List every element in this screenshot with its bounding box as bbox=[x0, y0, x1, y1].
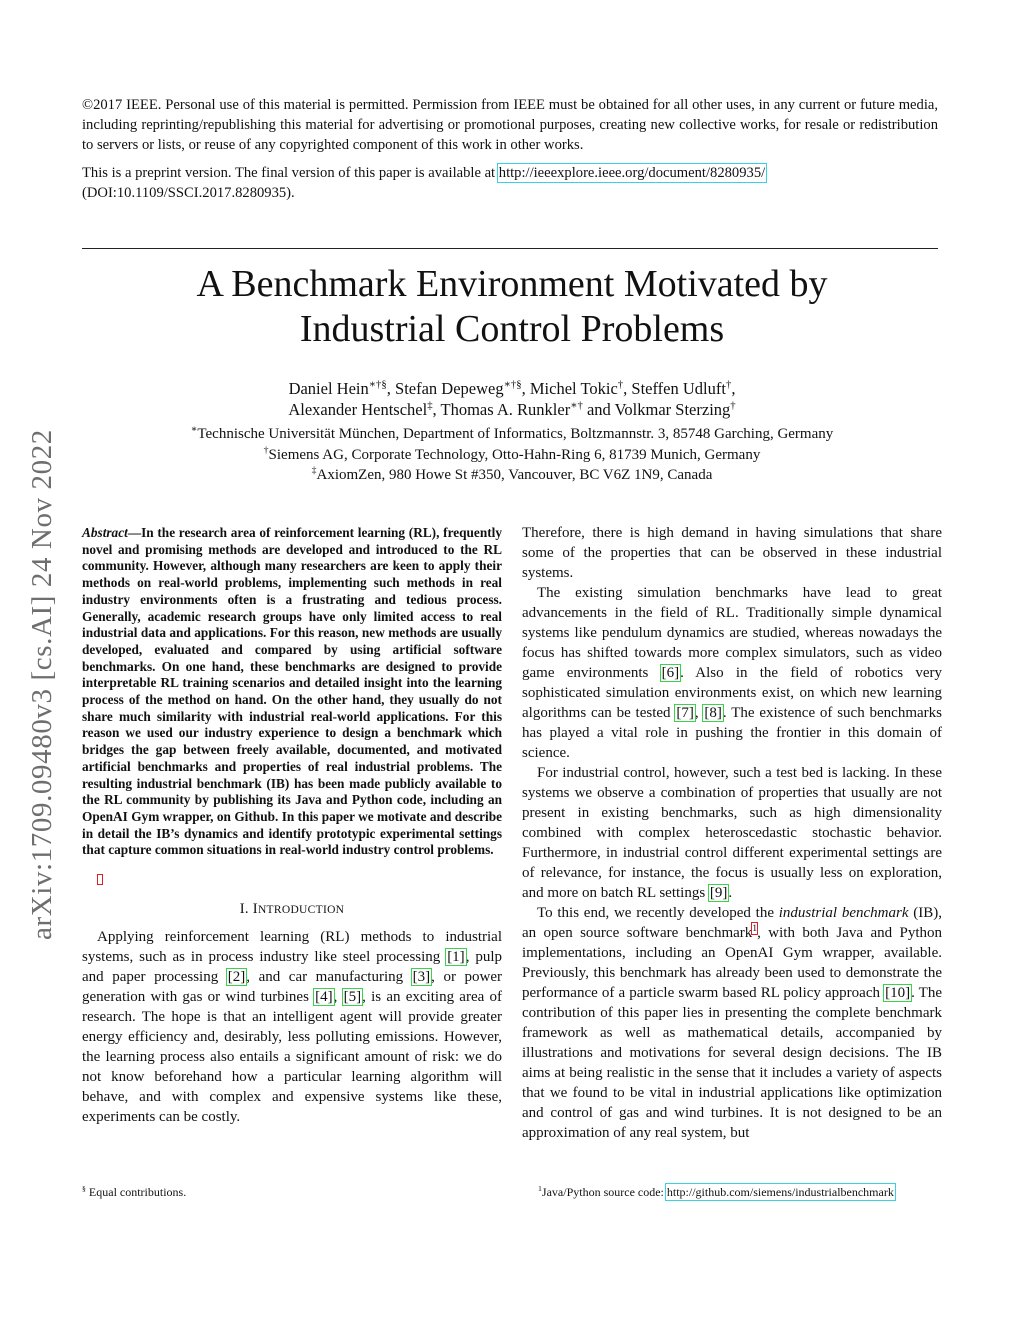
paper-title: A Benchmark Environment Motivated by Industrial Control Problems bbox=[196, 263, 828, 350]
author-name: Thomas A. Runkler bbox=[440, 400, 571, 419]
footnote-source-code: $^1$Java/Python source code: http://github.com/siemens/industrialbenchmark bbox=[538, 1184, 894, 1199]
affiliation: ∗Technische Universität München, Department of Informatics, Boltzmannstr. 3, 85748 Garching, Germany bbox=[190, 424, 834, 442]
right-column bbox=[522, 523, 942, 1143]
citation-link[interactable]: [10] bbox=[885, 985, 911, 1001]
section-heading-introduction: I. INTRODUCTION bbox=[239, 901, 345, 918]
citation-link[interactable]: [4] bbox=[315, 989, 333, 1006]
author-name: Volkmar Sterzing bbox=[614, 400, 731, 419]
footnote-equal-contribution: § Equal contributions. bbox=[82, 1184, 187, 1199]
body-paragraph: Therefore, there is high demand in having simulations that share some of the properties that can be observed in these industrial systems. bbox=[522, 525, 942, 581]
abstract-label: Abstract bbox=[82, 525, 128, 540]
author-name: Stefan Depeweg bbox=[395, 379, 504, 398]
citation-link[interactable]: [8] bbox=[704, 705, 722, 721]
preprint-note: This is a preprint version. The final version of this paper is available at http://ieeexplore.ieee.org/document/8280935/ (DOI:10.1109/SSCI.2017.8280935). bbox=[82, 165, 766, 201]
header-divider bbox=[82, 248, 938, 249]
author-list: Daniel Hein∗†§, Stefan Depeweg∗†§, Michel Tokic†, Steffen Udluft†, Alexander Hentschel‡, Thomas A. Runkler∗† and Volkmar Sterzing† bbox=[288, 378, 736, 419]
citation-link[interactable]: [3] bbox=[412, 969, 431, 986]
citation-link[interactable]: [1] bbox=[447, 949, 465, 966]
citation-link[interactable]: [2] bbox=[227, 969, 246, 986]
citation-link[interactable]: [6] bbox=[661, 665, 680, 681]
copyright-notice bbox=[82, 95, 938, 203]
affiliation: ‡AxiomZen, 980 Howe St #350, Vancouver, BC V6Z 1N9, Canada bbox=[311, 465, 713, 483]
left-column bbox=[82, 525, 502, 1127]
citation-link[interactable]: [5] bbox=[343, 989, 362, 1006]
author-name: Daniel Hein bbox=[288, 379, 369, 398]
body-paragraph: The existing simulation benchmarks have lead to great advancements in the field of RL. Traditionally simple dynamical systems like pendulum dynamics are studied, whereas nowadays the focus has shifted towards more complex simulators, such as video game environments [6]. Also in the field of robotics very sophisticated simulation environments exist, on which new learning algorithms can be tested [7], [8]. The existence of such benchmarks has played a vital role in pushing the frontier in this domain of science. bbox=[522, 585, 942, 761]
author-name: Michel Tokic bbox=[529, 379, 618, 398]
body-paragraph: To this end, we recently developed the industrial benchmark (IB), an open source software benchmark$^1$, with both Java and Python implementations, including an OpenAI Gym wrapper, available. Previously, this benchmark has already been used to demonstrate the performance of a particle swarm based RL policy approach [10]. The contribution of this paper lies in presenting the complete benchmark framework as well as mathematical details, accompanied by illustrations and motivations for several design decisions. The IB aims at being realistic in the sense that it includes a variety of aspects that we found to be vital in industrial applications like optimization and control of gas and wind turbines. It is not designed to be an approximation of any real system, but bbox=[522, 905, 943, 1141]
affiliation: †Siemens AG, Corporate Technology, Otto-Hahn-Ring 6, 81739 Munich, Germany bbox=[263, 444, 761, 463]
ieee-link[interactable]: http://ieeexplore.ieee.org/document/8280935/ bbox=[498, 165, 766, 181]
annotation-marker[interactable] bbox=[97, 874, 103, 885]
body-paragraph: For industrial control, however, such a test bed is lacking. In these systems we observe a combination of properties that usually are not present in existing benchmarks, such as high dimensionality combined with complex heteroscedastic stochastic behavior. Furthermore, in industrial control different experimental settings are of relevance, for instance, the focus is usually less on exploration, and more on batch RL settings [9]. bbox=[522, 765, 942, 901]
abstract: Abstract—In the research area of reinforcement learning (RL), frequently novel and promising methods are developed and introduced to the RL community. However, although many researchers are keen to apply their methods on real-world problems, implementing such methods in real industry environments often is a frustrating and tedious process. Generally, academic research groups have only limited access to real industrial data and applications. For this reason, new methods are usually developed, evaluated and compared by using artificial software benchmarks. On one hand, these benchmarks are designed to provide interpretable RL training scenarios and detailed insight into the learning process of the method on hand. On the other hand, they usually do not share much similarity with industrial real-world applications. For this reason we used our industry experience to design a benchmark which bridges the gap between freely available, documented, and motivated artificial benchmarks and properties of real industrial problems. The resulting industrial benchmark (IB) has been made publicly available to the RL community by publishing its Java and Python code, including an OpenAI Gym wrapper, on Github. In this paper we motivate and describe in detail the IB’s dynamics and identify prototypic experimental settings that capture common situations in real-world industry control problems. bbox=[82, 525, 502, 858]
copyright-text: ©2017 IEEE. Personal use of this material is permitted. Permission from IEEE must be obtained for all other uses, in any current or future media, including reprinting/republishing this material for advertising or promotional purposes, creating new collective works, for resale or redistribution to servers or lists, or reuse of any copyrighted component of this work in other works. bbox=[82, 97, 938, 153]
citation-link[interactable]: [7] bbox=[676, 705, 694, 721]
author-name: Steffen Udluft bbox=[631, 379, 726, 398]
doi-text: (DOI:10.1109/SSCI.2017.8280935). bbox=[82, 185, 295, 201]
author-name: Alexander Hentschel bbox=[288, 400, 428, 419]
citation-link[interactable]: [9] bbox=[709, 885, 728, 901]
intro-paragraph: Applying reinforcement learning (RL) methods to industrial systems, such as in process industry like steel processing [1], pulp and paper processing [2], and car manufacturing [3], or power generation with gas or wind turbines [4], [5], is an exciting area of research. The hope is that an intelligent agent will provide greater energy efficiency and, desirably, less polluting emissions. However, the learning process also entails a significant amount of risk: we do not know beforehand how a particular learning algorithm will behave, and with complex and expensive systems like these, experiments can be costly. bbox=[82, 929, 503, 1126]
github-link[interactable]: http://github.com/siemens/industrialbenchmark bbox=[666, 1185, 894, 1199]
arxiv-identifier: arXiv:1709.09480v3 [cs.AI] 24 Nov 2022 bbox=[26, 429, 58, 940]
footnote-link[interactable]: 1 bbox=[752, 923, 758, 934]
affiliations bbox=[82, 424, 942, 486]
